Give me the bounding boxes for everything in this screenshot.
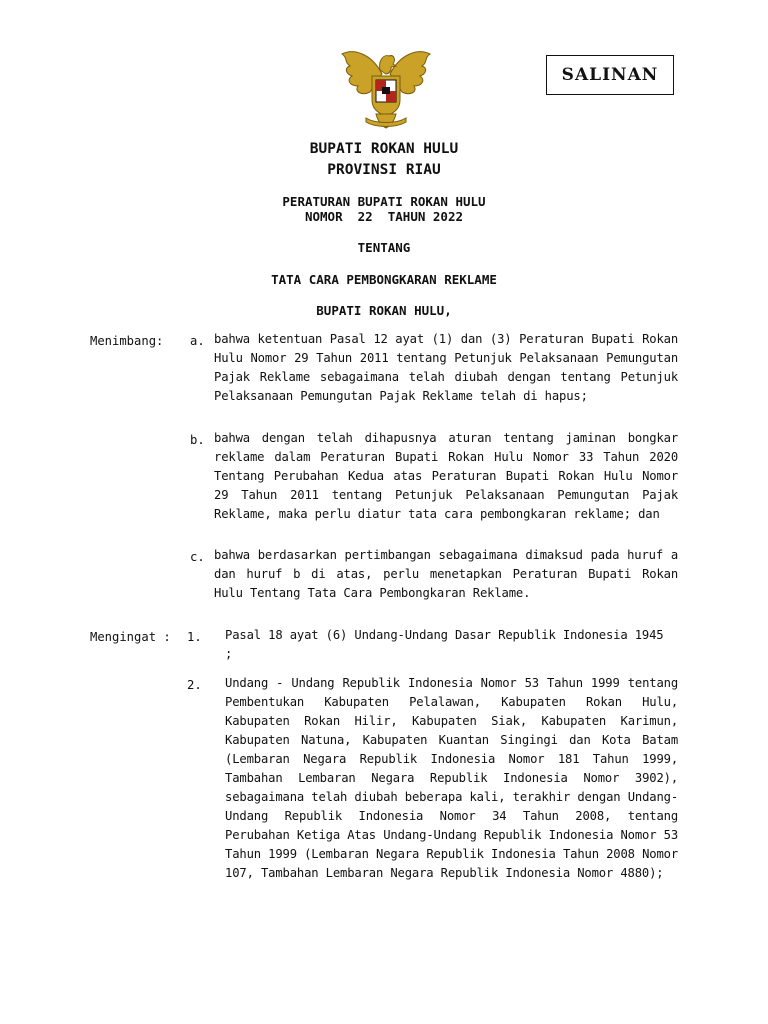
menimbang-label: Menimbang: <box>90 334 164 348</box>
menimbang-item-a-text: bahwa ketentuan Pasal 12 ayat (1) dan (3) Peraturan Bupati Rokan Hulu Nomor 29 Tahun 2011 tentang Petunjuk Pelaksanaan Pemungutan Pajak Reklame sebagaimana telah diubah dengan tentang Petunjuk Pelaksanaan Pemungutan Pajak Reklame telah di hapus; <box>214 332 678 403</box>
mengingat-item-1-text: Pasal 18 ayat (6) Undang-Undang Dasar Republik Indonesia 1945 ; <box>225 628 664 661</box>
menimbang-item-b-marker: b. <box>190 433 205 447</box>
mengingat-item-1-marker: 1. <box>187 630 202 644</box>
issuer-heading: BUPATI ROKAN HULU, <box>316 303 452 318</box>
menimbang-item-b-text: bahwa dengan telah dihapusnya aturan tentang jaminan bongkar reklame dalam Peraturan Bupati Rokan Hulu Nomor 33 Tahun 2020 Tentang Perubahan Kedua atas Peraturan Bupati Rokan Hulu Nomor 29 Tahun 2011 tentang Petunjuk Pelaksanaan Pemungutan Pajak Reklame, maka perlu diatur tata cara pembongkaran reklame; dan <box>214 431 678 521</box>
garuda-emblem-icon <box>336 44 436 132</box>
mengingat-item-2-marker: 2. <box>187 678 202 692</box>
salinan-stamp: SALINAN <box>546 55 674 95</box>
regulation-title: PERATURAN BUPATI ROKAN HULU <box>282 194 486 209</box>
issuer-title: BUPATI ROKAN HULU <box>309 141 459 157</box>
province-title: PROVINSI RIAU <box>327 162 441 178</box>
regulation-number: NOMOR 22 TAHUN 2022 <box>304 209 464 224</box>
mengingat-item-2-text: Undang - Undang Republik Indonesia Nomor 53 Tahun 1999 tentang Pembentukan Kabupaten Pelalawan, Kabupaten Rokan Hulu, Kabupaten Rokan Hilir, Kabupaten Siak, Kabupaten Karimun, Kabupaten Natuna, Kabupaten Kuantan Singingi dan Kota Batam (Lembaran Negara Republik Indonesia Nomor 181 Tahun 1999, Tambahan Lembaran Negara Republik Indonesia Nomor 3902), sebagaimana telah diubah beberapa kali, terakhir dengan Undang-Undang Republik Indonesia Nomor 34 Tahun 2008, tentang Perubahan Ketiga Atas Undang-Undang Republik Indonesia Nomor 53 Tahun 1999 (Lembaran Negara Republik Indonesia Tahun 2008 Nomor 107, Tambahan Lembaran Negara Republik Indonesia Nomor 4880); <box>225 676 678 880</box>
mengingat-label: Mengingat : <box>90 630 171 644</box>
subject-heading: TATA CARA PEMBONGKARAN REKLAME <box>271 272 497 287</box>
menimbang-item-a-marker: a. <box>190 334 205 348</box>
about-heading: TENTANG <box>357 240 411 255</box>
menimbang-item-c-marker: c. <box>190 550 205 564</box>
menimbang-item-c-text: bahwa berdasarkan pertimbangan sebagaimana dimaksud pada huruf a dan huruf b di atas, perlu menetapkan Peraturan Bupati Rokan Hulu Tentang Tata Cara Pembongkaran Reklame. <box>214 548 678 600</box>
